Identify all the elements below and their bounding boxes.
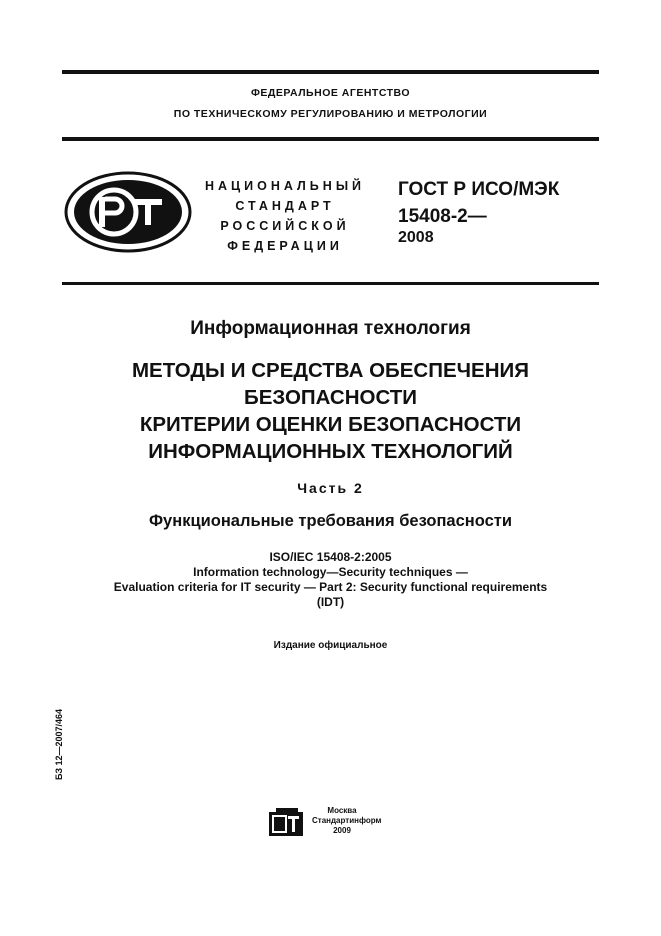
main-title-line-4: ИНФОРМАЦИОННЫХ ТЕХНОЛОГИЙ: [148, 440, 513, 463]
publisher-name: Стандартинформ: [312, 816, 382, 825]
main-title-line-2: БЕЗОПАСНОСТИ: [243, 386, 418, 409]
top-rule: [62, 70, 599, 74]
main-title-line-1: МЕТОДЫ И СРЕДСТВА ОБЕСПЕЧЕНИЯ: [131, 359, 529, 382]
part-label: Часть 2: [297, 480, 364, 496]
designation-line-1: ГОСТ Р ИСО/МЭК: [398, 179, 560, 200]
standartinform-logo-icon: [268, 808, 306, 838]
natstd-line-2: СТАНДАРТ: [235, 199, 335, 213]
edition-label: Издание официальное: [273, 640, 388, 651]
publisher-info: [312, 806, 382, 836]
iso-line-3: Evaluation criteria for IT security — Part 2: Security functional requirements: [113, 580, 548, 594]
publisher-year: 2009: [333, 826, 351, 835]
agency-line-2: ПО ТЕХНИЧЕСКОМУ РЕГУЛИРОВАНИЮ И МЕТРОЛОГИИ: [173, 108, 488, 120]
iso-line-1: ISO/IEC 15408-2:2005: [269, 550, 392, 564]
designation-bottom-rule: [62, 282, 599, 285]
subtitle: Функциональные требования безопасности: [148, 512, 513, 530]
main-title-line-3: КРИТЕРИИ ОЦЕНКИ БЕЗОПАСНОСТИ: [139, 413, 522, 436]
iso-line-4: (IDT): [316, 595, 345, 609]
natstd-line-4: ФЕДЕРАЦИИ: [227, 239, 343, 253]
designation-line-2: 15408-2—: [398, 206, 487, 227]
iso-reference: [40, 550, 621, 610]
agency-line-1: ФЕДЕРАЛЬНОЕ АГЕНТСТВО: [250, 87, 411, 99]
main-title: [40, 357, 621, 465]
pct-certification-mark-icon: [64, 171, 192, 253]
publisher-city: Москва: [327, 806, 357, 815]
general-title: Информационная технология: [190, 318, 471, 339]
natstd-line-3: РОССИЙСКОЙ: [220, 219, 350, 233]
standard-designation: [398, 176, 559, 230]
agency-bottom-rule: [62, 137, 599, 141]
designation-year: 2008: [398, 229, 434, 246]
iso-line-2: Information technology—Security techniques —: [193, 565, 468, 579]
side-code: БЗ 12—2007/464: [54, 708, 64, 780]
natstd-line-1: НАЦИОНАЛЬНЫЙ: [204, 179, 366, 193]
national-standard-label: [200, 176, 370, 256]
